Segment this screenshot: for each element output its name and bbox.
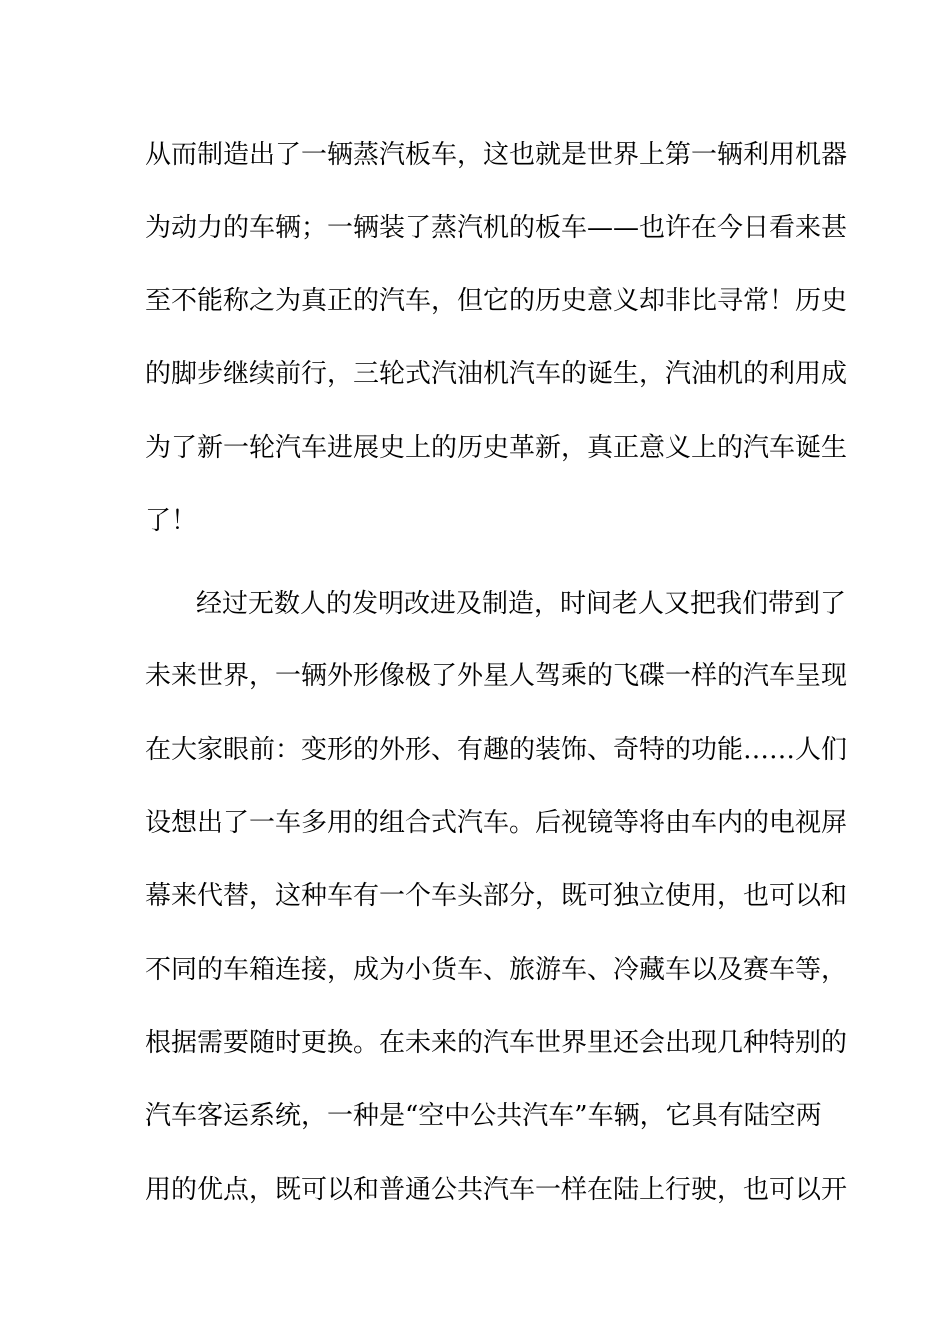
- text-line-12: 不同的车箱连接，成为小货车、旅游车、冷藏车以及赛车等，: [145, 955, 848, 985]
- text-line-2: 为动力的车辆；一辆装了蒸汽机的板车——也许在今日看来甚: [145, 213, 848, 243]
- text-line-4: 的脚步继续前行，三轮式汽油机汽车的诞生，汽油机的利用成: [145, 359, 848, 389]
- text-line-3: 至不能称之为真正的汽车，但它的历史意义却非比寻常！历史: [145, 286, 848, 316]
- text-line-7: 经过无数人的发明改进及制造，时间老人又把我们带到了: [196, 589, 847, 619]
- text-line-14: 汽车客运系统，一种是“空中公共汽车”车辆，它具有陆空两: [145, 1101, 822, 1131]
- text-line-10: 设想出了一车多用的组合式汽车。后视镜等将由车内的电视屏: [145, 808, 848, 838]
- text-line-11: 幕来代替，这种车有一个车头部分，既可独立使用，也可以和: [145, 881, 848, 911]
- text-line-15: 用的优点，既可以和普通公共汽车一样在陆上行驶，也可以开: [145, 1175, 848, 1205]
- text-line-8: 未来世界，一辆外形像极了外星人驾乘的飞碟一样的汽车呈现: [145, 661, 848, 691]
- text-line-9: 在大家眼前：变形的外形、有趣的装饰、奇特的功能……人们: [145, 735, 848, 765]
- text-line-1: 从而制造出了一辆蒸汽板车，这也就是世界上第一辆利用机器: [145, 140, 848, 170]
- text-line-6: 了！: [145, 506, 198, 536]
- text-line-5: 为了新一轮汽车进展史上的历史革新，真正意义上的汽车诞生: [145, 433, 848, 463]
- text-line-13: 根据需要随时更换。在未来的汽车世界里还会出现几种特别的: [145, 1028, 848, 1058]
